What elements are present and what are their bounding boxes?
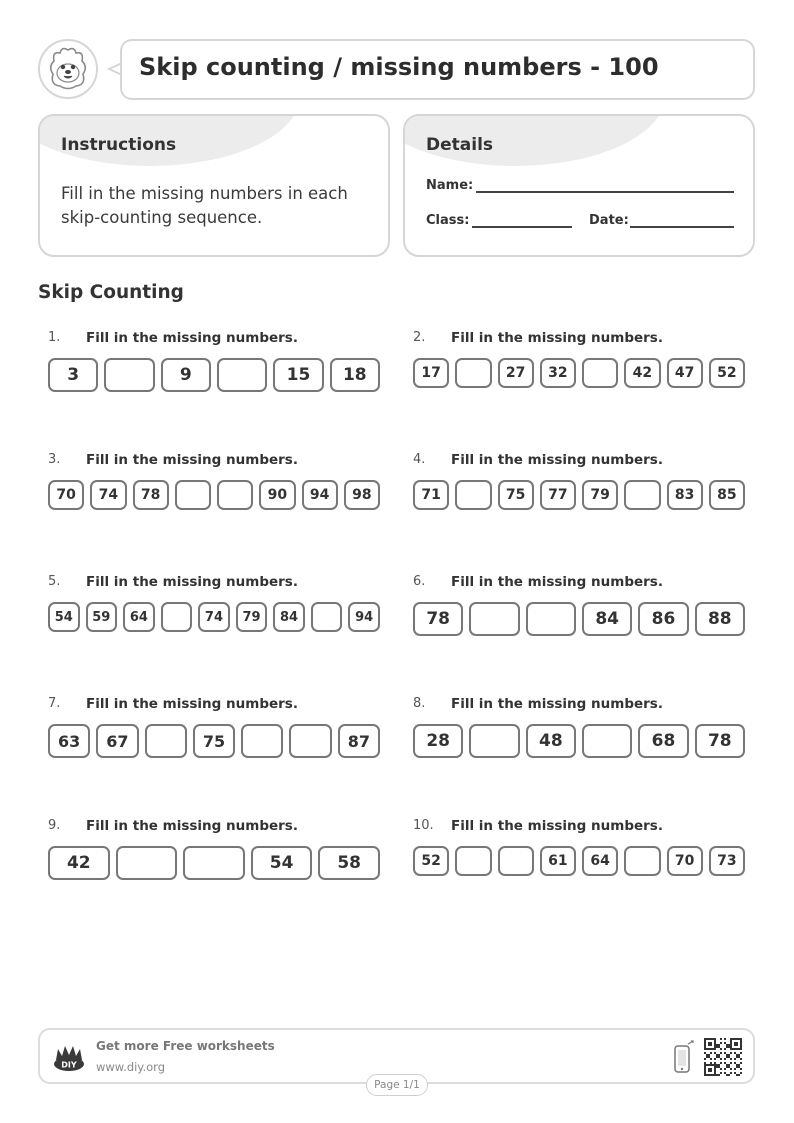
blank-answer-box[interactable] bbox=[455, 846, 491, 876]
name-field[interactable] bbox=[476, 191, 734, 193]
number-sequence bbox=[413, 724, 745, 758]
blank-answer-box[interactable] bbox=[469, 602, 519, 636]
details-title: Details bbox=[426, 135, 494, 155]
blank-answer-box[interactable] bbox=[145, 724, 187, 758]
number-box: 61 bbox=[540, 846, 576, 876]
number-box: 83 bbox=[667, 480, 703, 510]
number-box: 74 bbox=[90, 480, 126, 510]
number-box: 86 bbox=[638, 602, 688, 636]
problem-prompt: Fill in the missing numbers. bbox=[451, 818, 663, 834]
problem-number: 9. bbox=[48, 818, 61, 833]
problem-number: 7. bbox=[48, 696, 61, 711]
number-box: 94 bbox=[348, 602, 380, 632]
page-title: Skip counting / missing numbers - 100 bbox=[139, 53, 659, 81]
number-box: 77 bbox=[540, 480, 576, 510]
number-sequence bbox=[48, 602, 380, 632]
blank-answer-box[interactable] bbox=[311, 602, 343, 632]
number-box: 71 bbox=[413, 480, 449, 510]
instructions-text: Fill in the missing numbers in each skip-counting sequence. bbox=[61, 184, 348, 227]
problem-prompt: Fill in the missing numbers. bbox=[451, 696, 663, 712]
blank-answer-box[interactable] bbox=[104, 358, 154, 392]
number-box: 9 bbox=[161, 358, 211, 392]
number-box: 54 bbox=[48, 602, 80, 632]
problem-number: 2. bbox=[413, 330, 426, 345]
problem-prompt: Fill in the missing numbers. bbox=[86, 452, 298, 468]
problem-number: 4. bbox=[413, 452, 426, 467]
instructions-card bbox=[38, 114, 390, 257]
blank-answer-box[interactable] bbox=[289, 724, 331, 758]
number-box: 70 bbox=[48, 480, 84, 510]
phone-icon bbox=[673, 1040, 695, 1074]
blank-answer-box[interactable] bbox=[161, 602, 193, 632]
number-box: 58 bbox=[318, 846, 380, 880]
problem-number: 8. bbox=[413, 696, 426, 711]
blank-answer-box[interactable] bbox=[526, 602, 576, 636]
number-box: 78 bbox=[695, 724, 745, 758]
number-box: 78 bbox=[133, 480, 169, 510]
diy-logo-icon bbox=[52, 1042, 86, 1072]
blank-answer-box[interactable] bbox=[455, 358, 491, 388]
number-box: 87 bbox=[338, 724, 380, 758]
number-sequence bbox=[413, 602, 745, 636]
blank-answer-box[interactable] bbox=[455, 480, 491, 510]
number-box: 47 bbox=[667, 358, 703, 388]
blank-answer-box[interactable] bbox=[582, 724, 632, 758]
number-box: 84 bbox=[582, 602, 632, 636]
class-field[interactable] bbox=[472, 226, 572, 228]
problem-prompt: Fill in the missing numbers. bbox=[86, 330, 298, 346]
number-box: 28 bbox=[413, 724, 463, 758]
number-box: 78 bbox=[413, 602, 463, 636]
problem-number: 10. bbox=[413, 818, 434, 833]
number-box: 63 bbox=[48, 724, 90, 758]
blank-answer-box[interactable] bbox=[498, 846, 534, 876]
number-box: 15 bbox=[273, 358, 323, 392]
qr-code-icon bbox=[704, 1038, 742, 1076]
number-box: 75 bbox=[193, 724, 235, 758]
problem-number: 1. bbox=[48, 330, 61, 345]
name-label: Name: bbox=[426, 178, 474, 193]
date-field[interactable] bbox=[630, 226, 734, 228]
number-box: 54 bbox=[251, 846, 313, 880]
section-title: Skip Counting bbox=[38, 282, 184, 303]
number-sequence bbox=[48, 480, 380, 510]
number-sequence bbox=[413, 846, 745, 876]
problem-number: 3. bbox=[48, 452, 61, 467]
number-box: 3 bbox=[48, 358, 98, 392]
number-sequence bbox=[48, 846, 380, 880]
problem-prompt: Fill in the missing numbers. bbox=[451, 330, 663, 346]
problem-number: 6. bbox=[413, 574, 426, 589]
number-box: 79 bbox=[582, 480, 618, 510]
logo-text: DIY bbox=[61, 1060, 77, 1070]
number-box: 75 bbox=[498, 480, 534, 510]
number-box: 73 bbox=[709, 846, 745, 876]
details-card bbox=[403, 114, 755, 257]
number-sequence bbox=[48, 358, 380, 392]
number-box: 68 bbox=[638, 724, 688, 758]
problem-prompt: Fill in the missing numbers. bbox=[86, 696, 298, 712]
number-box: 48 bbox=[526, 724, 576, 758]
blank-answer-box[interactable] bbox=[469, 724, 519, 758]
problem-prompt: Fill in the missing numbers. bbox=[86, 818, 298, 834]
number-box: 64 bbox=[582, 846, 618, 876]
blank-answer-box[interactable] bbox=[217, 358, 267, 392]
blank-answer-box[interactable] bbox=[241, 724, 283, 758]
blank-answer-box[interactable] bbox=[624, 846, 660, 876]
number-sequence bbox=[413, 358, 745, 388]
number-box: 94 bbox=[302, 480, 338, 510]
number-box: 70 bbox=[667, 846, 703, 876]
problem-prompt: Fill in the missing numbers. bbox=[451, 574, 663, 590]
number-box: 18 bbox=[330, 358, 380, 392]
number-box: 74 bbox=[198, 602, 230, 632]
blank-answer-box[interactable] bbox=[624, 480, 660, 510]
blank-answer-box[interactable] bbox=[116, 846, 178, 880]
blank-answer-box[interactable] bbox=[183, 846, 245, 880]
number-box: 84 bbox=[273, 602, 305, 632]
number-sequence bbox=[48, 724, 380, 758]
problem-number: 5. bbox=[48, 574, 61, 589]
number-box: 67 bbox=[96, 724, 138, 758]
problem-prompt: Fill in the missing numbers. bbox=[451, 452, 663, 468]
number-box: 52 bbox=[709, 358, 745, 388]
number-box: 59 bbox=[86, 602, 118, 632]
number-box: 27 bbox=[498, 358, 534, 388]
number-box: 32 bbox=[540, 358, 576, 388]
footer-cta: Get more Free worksheets bbox=[96, 1039, 275, 1053]
number-box: 98 bbox=[344, 480, 380, 510]
number-box: 17 bbox=[413, 358, 449, 388]
class-label: Class: bbox=[426, 213, 470, 228]
number-box: 79 bbox=[236, 602, 268, 632]
blank-answer-box[interactable] bbox=[217, 480, 253, 510]
number-box: 52 bbox=[413, 846, 449, 876]
number-box: 90 bbox=[259, 480, 295, 510]
date-label: Date: bbox=[589, 213, 629, 228]
blank-answer-box[interactable] bbox=[582, 358, 618, 388]
number-box: 85 bbox=[709, 480, 745, 510]
mascot-avatar-icon bbox=[38, 39, 98, 99]
instructions-title: Instructions bbox=[61, 135, 177, 155]
problem-prompt: Fill in the missing numbers. bbox=[86, 574, 298, 590]
footer-url[interactable]: www.diy.org bbox=[96, 1060, 165, 1074]
number-box: 64 bbox=[123, 602, 155, 632]
number-box: 88 bbox=[695, 602, 745, 636]
page-indicator: Page 1/1 bbox=[366, 1074, 428, 1096]
blank-answer-box[interactable] bbox=[175, 480, 211, 510]
number-box: 42 bbox=[624, 358, 660, 388]
number-sequence bbox=[413, 480, 745, 510]
number-box: 42 bbox=[48, 846, 110, 880]
